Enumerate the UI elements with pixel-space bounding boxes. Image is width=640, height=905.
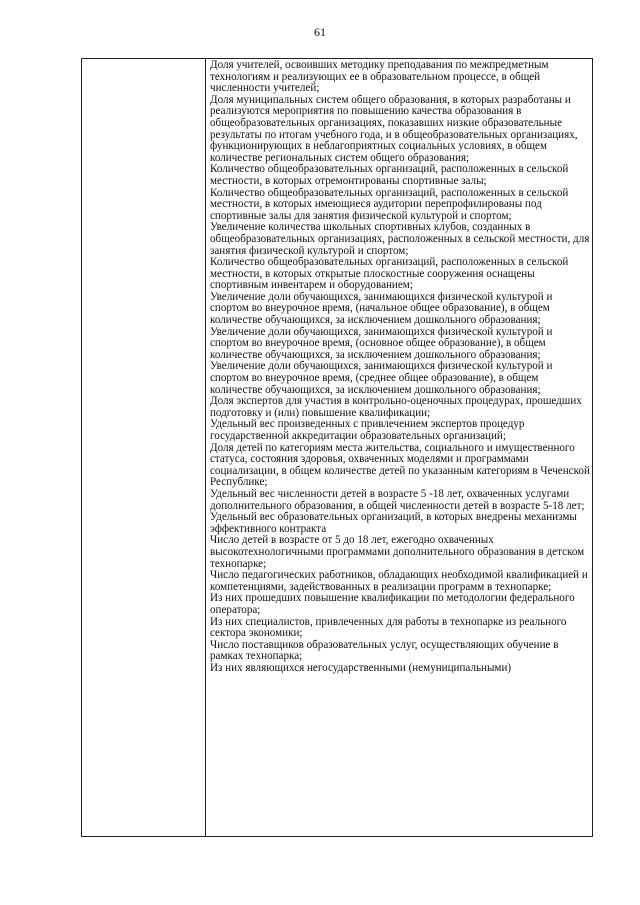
- indicators-table: [81, 58, 593, 837]
- indicator-item: Из них прошедших повышение квалификации по методологии федерального оператора;: [210, 592, 575, 616]
- indicator-item: Из них специалистов, привлеченных для работы в технопарке из реального сектора экономики;: [210, 615, 567, 640]
- indicator-item: Количество общеобразовательных организаций, расположенных в сельской местности, в которых имеющиеся аудитории перепрофилированы под спортивные залы для занятия физической культурой и спортом;: [210, 186, 569, 222]
- indicator-item: Доля учителей, освоивших методику преподавания по межпредметным технологиям и реализующих ее в образовательном процессе, в общей численности учителей;: [210, 59, 549, 95]
- indicator-item: Доля детей по категориям места жительства, социального и имущественного статуса, состояния здоровья, охваченных моделями и программами социализации, в общем количестве детей по указанным категориям в Чеченской Республике;: [210, 441, 590, 489]
- indicator-item: Увеличение доли обучающихся, занимающихся физической культурой и спортом во внеурочное время, (основное общее образование), в общем количестве обучающихся, за исключением дошкольного образования;: [210, 325, 553, 361]
- indicator-item: Удельный вес образовательных организаций, в которых внедрены механизмы эффективного контракта: [210, 511, 577, 535]
- indicator-item: Число педагогических работников, обладающих необходимой квалификацией и компетенциями, задействованных в реализации программ в технопарке;: [210, 569, 588, 593]
- page-number: 61: [314, 25, 326, 39]
- indicator-item: Удельный вес численности детей в возрасте 5 -18 лет, охваченных услугами дополнительного образования, в общей численности детей в возрасте 5-18 лет;: [210, 487, 585, 512]
- indicator-item: Увеличение доли обучающихся, занимающихся физической культурой и спортом во внеурочное время, (начальное общее образование), в общем количестве обучающихся, за исключением дошкольного образования;: [210, 290, 553, 327]
- indicator-item: Из них являющихся негосударственными (немуниципальными): [210, 661, 512, 674]
- indicator-item: Количество общеобразовательных организаций, расположенных в сельской местности, в которых открытые плоскостные сооружения оснащены спортивным инвентарем и оборудованием;: [210, 256, 569, 292]
- indicator-item: Число поставщиков образовательных услуг, осуществляющих обучение в рамках технопарка;: [210, 638, 559, 663]
- indicator-item: Число детей в возрасте от 5 до 18 лет, ежегодно охваченных высокотехнологичными программами дополнительного образования в детском технопарке;: [210, 534, 585, 570]
- indicator-item: Доля экспертов для участия в контрольно-оценочных процедурах, прошедших подготовку и (или) повышение квалификации;: [210, 395, 582, 419]
- indicator-item: Количество общеобразовательных организаций, расположенных в сельской местности, в которых отремонтированы спортивные залы;: [210, 163, 569, 187]
- table-left-cell: [82, 59, 206, 836]
- indicator-item: Увеличение доли обучающихся, занимающихся физической культурой и спортом во внеурочное время, (среднее общее образование), в общем количестве обучающихся, за исключением дошкольного образования;: [210, 360, 553, 396]
- indicator-item: Удельный вес произведенных с привлечением экспертов процедур государственной аккредитации образовательных организаций;: [210, 418, 525, 442]
- indicator-item: Доля муниципальных систем общего образования, в которых разработаны и реализуются мероприятия по повышению качества образования в общеобразовательных организациях, показавших низкие образовательные результаты по итогам учебного года, и в общеобразовательных организациях, функционирующих в неблагоприятных социальных условиях, в общем количестве региональных систем общего образования;: [210, 93, 578, 164]
- table-right-cell: [206, 59, 592, 836]
- indicator-item: Увеличение количества школьных спортивных клубов, созданных в общеобразовательных организациях, расположенных в сельской местности, для занятия физической культурой и спортом;: [210, 221, 590, 257]
